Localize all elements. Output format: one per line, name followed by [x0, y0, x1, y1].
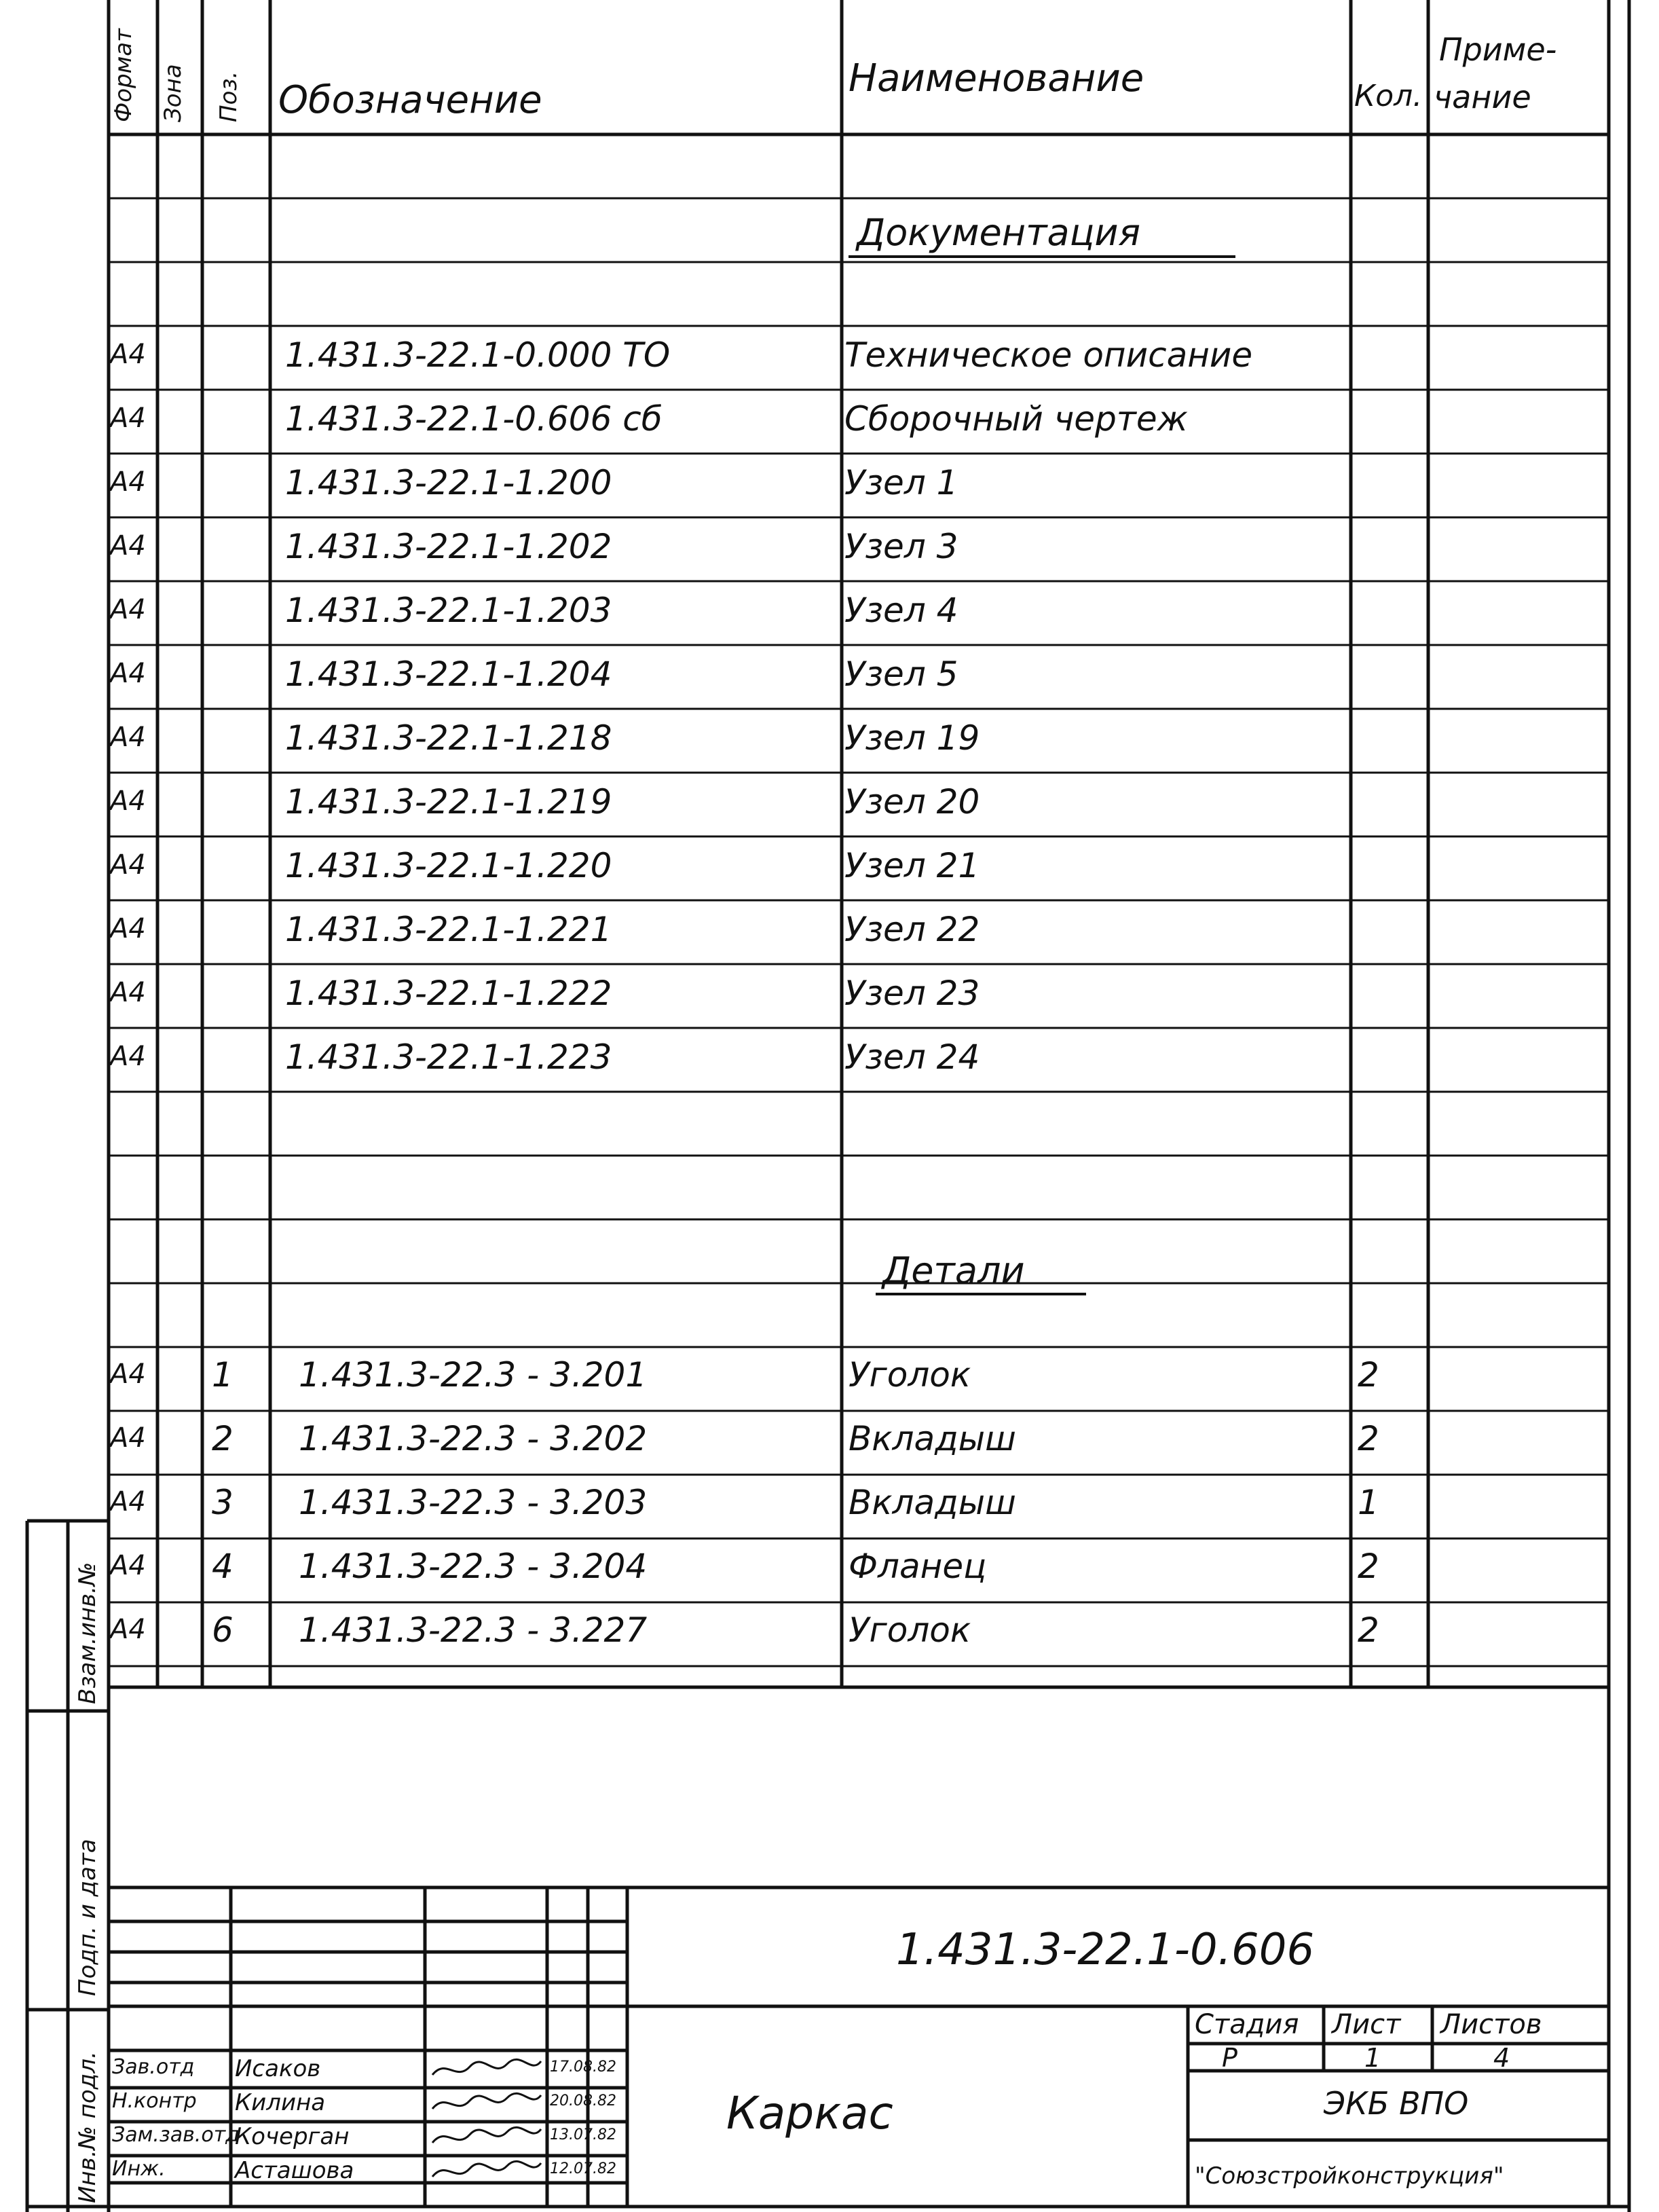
person-role: Зав.отд	[112, 2055, 195, 2079]
detail-row-name: Фланец	[849, 1547, 987, 1586]
doc-row-designation: 1.431.3-22.1-1.221	[285, 910, 612, 949]
detail-row-pos: 2	[212, 1419, 234, 1458]
person-name: Исаков	[235, 2055, 321, 2082]
detail-row-name: Уголок	[849, 1610, 971, 1650]
doc-row-format: А4	[110, 722, 146, 753]
org-dept: ЭКБ ВПО	[1324, 2085, 1469, 2122]
detail-row-name: Вкладыш	[849, 1483, 1016, 1522]
detail-row-qty: 2	[1358, 1547, 1379, 1586]
header-zone: Зона	[160, 64, 187, 122]
doc-row-format: А4	[110, 466, 146, 498]
doc-row-format: А4	[110, 786, 146, 817]
doc-row-designation: 1.431.3-22.1-1.222	[285, 974, 612, 1013]
doc-row-name: Сборочный чертеж	[844, 399, 1188, 439]
header-designation: Обозначение	[278, 78, 542, 122]
doc-row-format: А4	[110, 1041, 146, 1072]
doc-code: 1.431.3-22.1-0.606	[896, 1925, 1315, 1975]
org-name: "Союзстройконструкция"	[1195, 2162, 1504, 2190]
person-date: 17.08.82	[550, 2059, 616, 2076]
detail-row-name: Вкладыш	[849, 1419, 1016, 1458]
doc-row-format: А4	[110, 530, 146, 561]
doc-row-name: Узел 19	[844, 718, 980, 758]
doc-row-designation: 1.431.3-22.1-1.218	[285, 718, 612, 758]
header-format: Формат	[110, 29, 137, 122]
stamp-inv-instead: Взам.инв.№	[74, 1562, 101, 1704]
doc-row-format: А4	[110, 658, 146, 689]
stamp-inv-orig: Инв.№ подл.	[74, 2051, 101, 2203]
stage-value: Р	[1222, 2043, 1237, 2073]
doc-row-name: Узел 3	[844, 527, 958, 566]
doc-row-designation: 1.431.3-22.1-1.200	[285, 463, 612, 502]
signature	[429, 2088, 544, 2118]
person-role: Зам.зав.отд	[112, 2123, 240, 2147]
detail-row-format: А4	[110, 1359, 146, 1390]
header-name: Наименование	[849, 56, 1144, 100]
doc-row-format: А4	[110, 913, 146, 944]
doc-row-designation: 1.431.3-22.1-1.219	[285, 782, 612, 822]
person-date: 13.07.82	[550, 2126, 616, 2143]
detail-row-pos: 4	[212, 1547, 234, 1586]
sheets-label: Листов	[1440, 2009, 1542, 2040]
doc-row-format: А4	[110, 849, 146, 881]
doc-row-designation: 1.431.3-22.1-1.202	[285, 527, 612, 566]
doc-row-name: Техническое описание	[844, 335, 1253, 375]
detail-row-format: А4	[110, 1550, 146, 1581]
person-name: Асташова	[235, 2157, 354, 2184]
sheets-value: 4	[1493, 2043, 1510, 2073]
doc-row-format: А4	[110, 977, 146, 1008]
doc-row-name: Узел 22	[844, 910, 980, 949]
signature	[429, 2156, 544, 2186]
doc-row-designation: 1.431.3-22.1-1.203	[285, 591, 612, 630]
stage-label: Стадия	[1195, 2009, 1299, 2040]
detail-row-designation: 1.431.3-22.3 - 3.201	[299, 1355, 648, 1395]
doc-row-format: А4	[110, 594, 146, 625]
section-details: Детали	[882, 1249, 1025, 1292]
detail-row-qty: 2	[1358, 1419, 1379, 1458]
person-role: Инж.	[112, 2157, 166, 2181]
doc-row-designation: 1.431.3-22.1-0.000 ТО	[285, 335, 671, 375]
doc-row-name: Узел 5	[844, 655, 958, 694]
detail-row-pos: 6	[212, 1610, 234, 1650]
stamp-sign-date: Подп. и дата	[74, 1839, 101, 1996]
doc-row-format: А4	[110, 403, 146, 434]
sheet-label: Лист	[1332, 2009, 1401, 2040]
doc-row-designation: 1.431.3-22.1-1.220	[285, 846, 612, 885]
person-name: Килина	[235, 2089, 326, 2116]
detail-row-name: Уголок	[849, 1355, 971, 1395]
header-qty: Кол.	[1354, 79, 1423, 113]
signature	[429, 2054, 544, 2084]
doc-row-name: Узел 1	[844, 463, 958, 502]
doc-row-designation: 1.431.3-22.1-0.606 сб	[285, 399, 663, 439]
doc-row-designation: 1.431.3-22.1-1.204	[285, 655, 612, 694]
person-date: 12.07.82	[550, 2160, 616, 2177]
detail-row-format: А4	[110, 1486, 146, 1517]
detail-row-designation: 1.431.3-22.3 - 3.204	[299, 1547, 648, 1586]
detail-row-qty: 2	[1358, 1610, 1379, 1650]
doc-row-name: Узел 24	[844, 1037, 980, 1077]
section-documentation: Документация	[857, 211, 1140, 254]
person-name: Кочерган	[235, 2123, 350, 2150]
detail-row-designation: 1.431.3-22.3 - 3.203	[299, 1483, 648, 1522]
doc-row-name: Узел 4	[844, 591, 958, 630]
doc-row-format: А4	[110, 339, 146, 370]
detail-row-pos: 1	[212, 1355, 234, 1395]
header-note-2: чание	[1434, 79, 1531, 115]
detail-row-format: А4	[110, 1422, 146, 1454]
sheet-value: 1	[1364, 2043, 1381, 2073]
detail-row-pos: 3	[212, 1483, 234, 1522]
detail-row-qty: 2	[1358, 1355, 1379, 1395]
drawing-title: Каркас	[726, 2087, 893, 2139]
person-date: 20.08.82	[550, 2093, 616, 2109]
person-role: Н.контр	[112, 2089, 197, 2113]
doc-row-name: Узел 20	[844, 782, 980, 822]
doc-row-designation: 1.431.3-22.1-1.223	[285, 1037, 612, 1077]
header-note-1: Приме-	[1439, 31, 1557, 68]
detail-row-designation: 1.431.3-22.3 - 3.227	[299, 1610, 648, 1650]
detail-row-designation: 1.431.3-22.3 - 3.202	[299, 1419, 648, 1458]
header-pos: Поз.	[215, 71, 242, 122]
detail-row-format: А4	[110, 1614, 146, 1645]
detail-row-qty: 1	[1358, 1483, 1379, 1522]
signature	[429, 2122, 544, 2152]
doc-row-name: Узел 23	[844, 974, 980, 1013]
doc-row-name: Узел 21	[844, 846, 980, 885]
